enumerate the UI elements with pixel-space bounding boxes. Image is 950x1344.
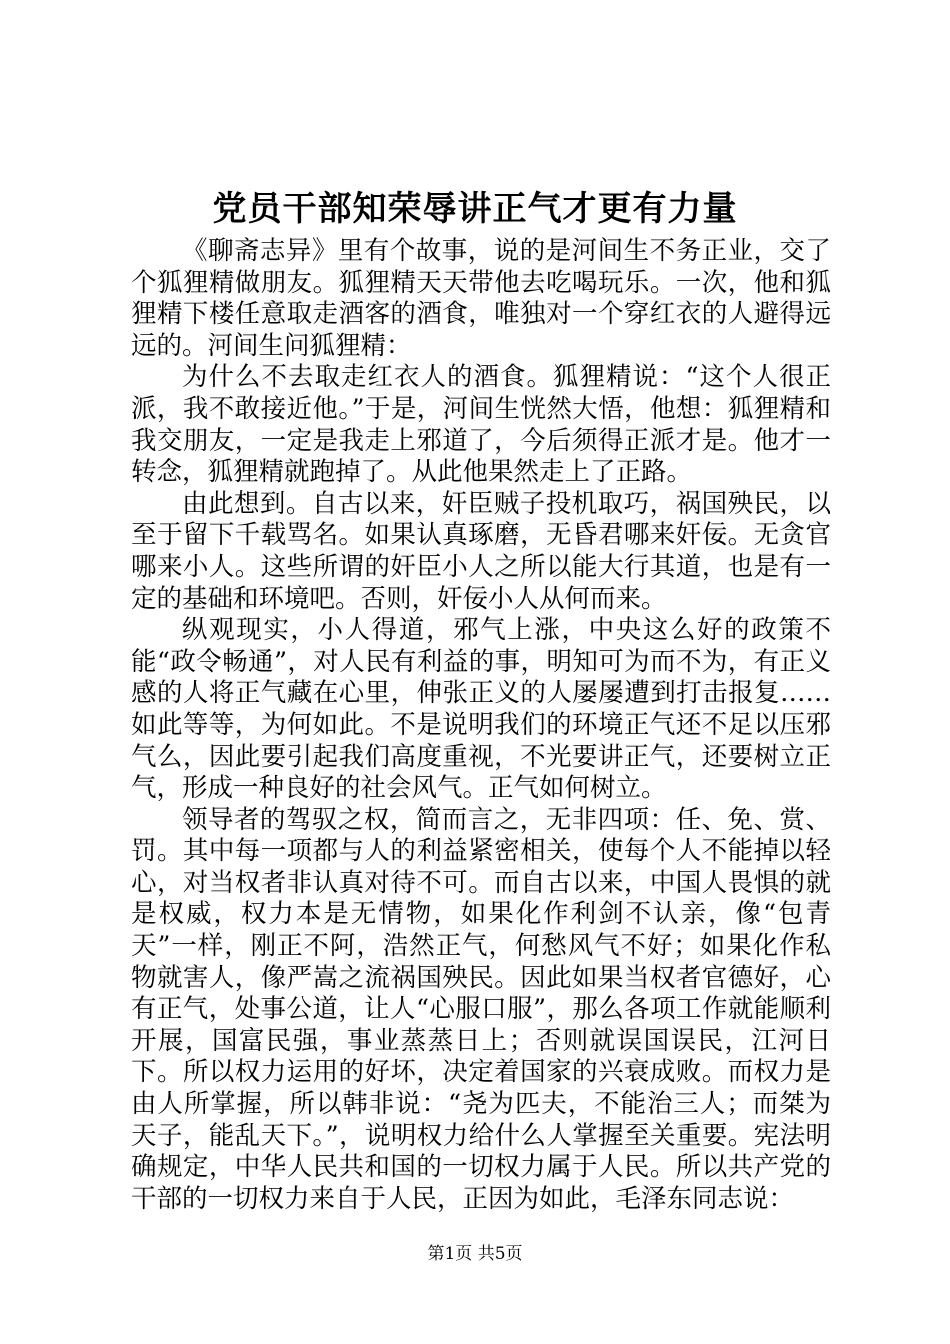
page-footer: 第1页 共5页 [427, 1244, 523, 1264]
paragraph-5: 领导者的驾驭之权，简而言之，无非四项：任、免、赏、罚。其中每一项都与人的利益紧密相关，使每个人不能掉以轻心，对当权者非认真对待不可。而自古以来，中国人畏惧的就是权威，权力本是无情物，如果化作利剑不认亲，像“包青天”一样，刚正不阿，浩然正气，何愁风气不好；如果化作私物就害人，像严嵩之流祸国殃民。因此如果当权者官德好，心有正气，处事公道，让人“心服口服”，那么各项工作就能顺利开展，国富民强，事业蒸蒸日上；否则就误国误民，江河日下。所以权力运用的好坏，决定着国家的兴衰成败。而权力是由人所掌握，所以韩非说：“尧为匹夫，不能治三人；而桀为天子，能乱天下。”，说明权力给什么人掌握至关重要。宪法明确规定，中华人民共和国的一切权力属于人民。所以共产党的干部的一切权力来自于人民，正因为如此，毛泽东同志说： [131, 804, 831, 1214]
document-body [131, 236, 831, 1215]
paragraph-4: 纵观现实，小人得道，邪气上涨，中央这么好的政策不能“政令畅通”，对人民有利益的事，明知可为而不为，有正义感的人将正气藏在心里，伸张正义的人屡屡遭到打击报复……如此等等，为何如此。不是说明我们的环境正气还不足以压邪气么，因此要引起我们高度重视，不光要讲正气，还要树立正气，形成一种良好的社会风气。正气如何树立。 [131, 615, 831, 804]
paragraph-1: 《聊斋志异》里有个故事，说的是河间生不务正业，交了个狐狸精做朋友。狐狸精天天带他去吃喝玩乐。一次，他和狐狸精下楼任意取走酒客的酒食，唯独对一个穿红衣的人避得远远的。河间生问狐狸精： [131, 236, 831, 361]
document-title: 党员干部知荣辱讲正气才更有力量 [212, 189, 738, 229]
paragraph-3: 由此想到。自古以来，奸臣贼子投机取巧，祸国殃民，以至于留下千载骂名。如果认真琢磨，无昏君哪来奸佞。无贪官哪来小人。这些所谓的奸臣小人之所以能大行其道，也是有一定的基础和环境吧。否则，奸佞小人从何而来。 [131, 488, 831, 614]
paragraph-2: 为什么不去取走红衣人的酒食。狐狸精说：“这个人很正派，我不敢接近他。”于是，河间生恍然大悟，他想：狐狸精和我交朋友，一定是我走上邪道了，今后须得正派才是。他才一转念，狐狸精就跑掉了。从此他果然走上了正路。 [131, 362, 831, 488]
